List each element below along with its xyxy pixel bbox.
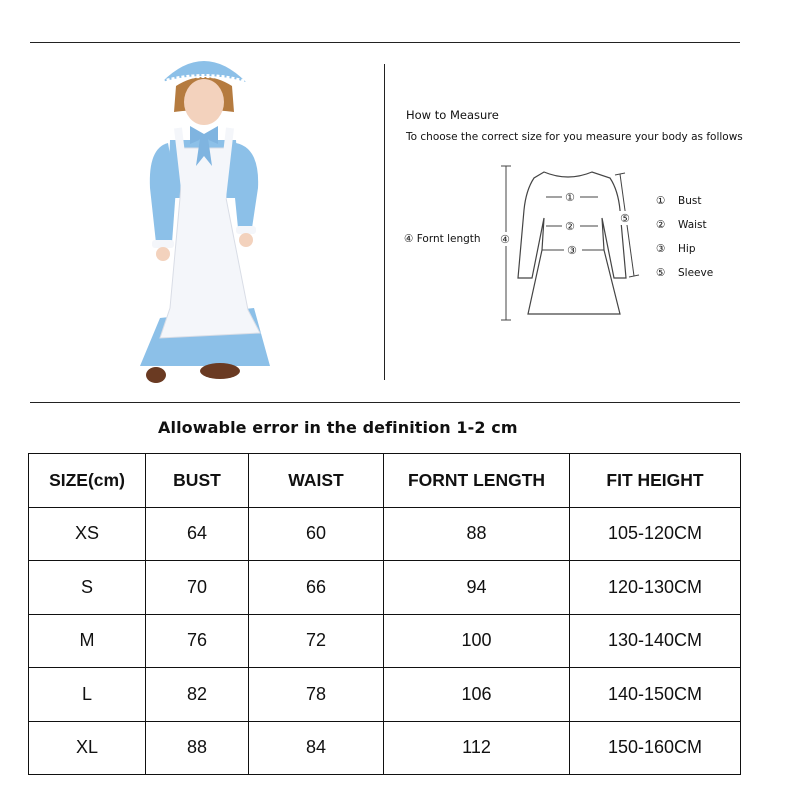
table-row (29, 507, 741, 561)
cell-fit-height: 105-120CM (570, 507, 741, 561)
legend-item (656, 261, 713, 285)
right-shoe (200, 363, 240, 379)
vertical-divider (384, 64, 385, 380)
cell-size: S (29, 561, 146, 615)
bust-marker: ① (565, 191, 575, 204)
legend-label: Hip (678, 243, 696, 255)
top-divider (30, 42, 740, 43)
cell-fit-height: 150-160CM (570, 721, 741, 775)
cell-waist: 84 (249, 721, 384, 775)
cell-fit-height: 140-150CM (570, 668, 741, 722)
legend-label: Waist (678, 219, 707, 231)
cell-size: L (29, 668, 146, 722)
face (184, 79, 224, 125)
cell-bust: 70 (146, 561, 249, 615)
legend-num: ③ (656, 243, 666, 255)
table-header-row (29, 454, 741, 508)
cell-front-length: 94 (384, 561, 570, 615)
middle-divider (30, 402, 740, 403)
legend-item (656, 237, 713, 261)
measure-legend (656, 189, 713, 285)
cell-front-length: 88 (384, 507, 570, 561)
size-chart-table (28, 453, 741, 775)
sleeve-marker: ⑤ (620, 212, 630, 225)
legend-label: Bust (678, 195, 702, 207)
table-row (29, 561, 741, 615)
cell-waist: 60 (249, 507, 384, 561)
legend-num: ⑤ (656, 267, 666, 279)
table-row (29, 721, 741, 775)
legend-item (656, 189, 713, 213)
cell-size: XS (29, 507, 146, 561)
table-row (29, 668, 741, 722)
cell-front-length: 100 (384, 614, 570, 668)
hip-marker: ③ (567, 244, 577, 257)
cell-bust: 76 (146, 614, 249, 668)
cell-size: M (29, 614, 146, 668)
legend-num: ① (656, 195, 666, 207)
cell-bust: 64 (146, 507, 249, 561)
cell-front-length: 106 (384, 668, 570, 722)
cell-bust: 82 (146, 668, 249, 722)
cell-front-length: 112 (384, 721, 570, 775)
how-to-measure-panel (398, 100, 758, 340)
header-fit-height: FIT HEIGHT (570, 454, 741, 508)
legend-label: Sleeve (678, 267, 714, 279)
allowable-error-note: Allowable error in the definition 1-2 cm (158, 418, 518, 437)
legend-num: ② (656, 219, 666, 231)
measure-subtitle: To choose the correct size for you measure your body as follows (406, 131, 743, 143)
front-length-marker: ④ (500, 233, 510, 246)
legend-item (656, 213, 713, 237)
waist-marker: ② (565, 220, 575, 233)
cell-fit-height: 130-140CM (570, 614, 741, 668)
cell-waist: 66 (249, 561, 384, 615)
header-front-length: FORNT LENGTH (384, 454, 570, 508)
table-row (29, 614, 741, 668)
cell-size: XL (29, 721, 146, 775)
cell-waist: 72 (249, 614, 384, 668)
header-bust: BUST (146, 454, 249, 508)
cell-waist: 78 (249, 668, 384, 722)
front-length-label: ④ Fornt length (404, 233, 481, 245)
left-shoe (146, 367, 166, 383)
cell-fit-height: 120-130CM (570, 561, 741, 615)
cell-bust: 88 (146, 721, 249, 775)
header-size: SIZE(cm) (29, 454, 146, 508)
header-waist: WAIST (249, 454, 384, 508)
measure-title: How to Measure (406, 108, 499, 122)
product-photo (120, 48, 290, 393)
